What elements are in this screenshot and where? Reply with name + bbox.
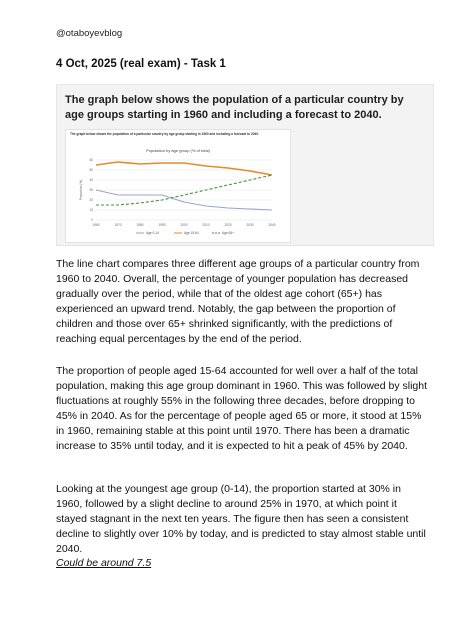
series-line [96, 162, 272, 175]
x-tick-label: 1990 [158, 223, 166, 227]
y-tick-label: 40 [89, 178, 93, 183]
x-tick-label: 1960 [92, 223, 100, 227]
paragraph-body-1: The proportion of people aged 15-64 accounted for well over a half of the total population, making this age group dominant in 1960. This was followed by slight fluctuations at roughly 55% in the following three decades, before dropping to 45% in 2040. As for the percentage of people aged 65 or more, it stood at 15% in 1960, remaining stable at this point until 1970. There has been a dramatic increase to 35% until today, and it is expected to hit a peak of 45% by 2040. [56, 365, 428, 452]
x-tick-label: 1980 [136, 223, 144, 227]
page-title: 4 Oct, 2025 (real exam) - Task 1 [56, 58, 226, 70]
paragraph-body-2: Looking at the youngest age group (0-14), the proportion started at 30% in 1960, followed by a slight decline to around 25% in 1970, at which point it stayed stagnant in the next ten years. The figure then has seen a consistent decline to slightly over 10% by today, and is predicted to stay almost stable until 2040. [56, 483, 426, 555]
x-tick-label: 2010 [202, 223, 210, 227]
chart-panel [65, 129, 291, 243]
x-tick-label: 2000 [180, 223, 188, 227]
score-note: Could be around 7.5 [56, 557, 152, 569]
x-tick-label: 1970 [114, 223, 122, 227]
legend-label: Age 15-64 [184, 231, 199, 235]
y-tick-label: 60 [89, 158, 93, 163]
y-tick-label: 50 [89, 168, 93, 173]
y-tick-label: 20 [89, 198, 93, 203]
paragraph-overview: The line chart compares three different age groups of a particular country from 1960 to 2040. Overall, the percentage of younger population has decreased gradually over the period, while that of the oldest age cohort (65+) has experienced an upward trend. Notably, the gap between the proportion of children and those over 65+ shrinked significantly, with the predictions of reaching equal percentages by the end of the period. [56, 258, 420, 345]
x-tick-label: 2020 [224, 223, 232, 227]
x-tick-label: 2030 [246, 223, 254, 227]
legend-label: Age 65+ [222, 231, 234, 235]
author-handle: @otaboyevblog [56, 28, 123, 39]
y-tick-label: 0 [91, 218, 93, 223]
line-chart [66, 130, 290, 242]
chart-title: Population by age group (% of total) [146, 148, 210, 153]
x-tick-label: 2040 [268, 223, 276, 227]
task-image [56, 84, 434, 246]
y-tick-label: 10 [89, 208, 93, 213]
chart-caption: The graph below shows the population of a particular country by age group starting in 1960 and including a forecast to 2040. [70, 132, 259, 136]
y-tick-label: 30 [89, 188, 93, 193]
y-axis-label: Proportion (%) [79, 179, 83, 201]
task-prompt: The graph below shows the population of a particular country by age groups starting in 1960 and including a forecast to 2040. [65, 94, 404, 121]
legend-label: Age 0-14 [146, 231, 159, 235]
